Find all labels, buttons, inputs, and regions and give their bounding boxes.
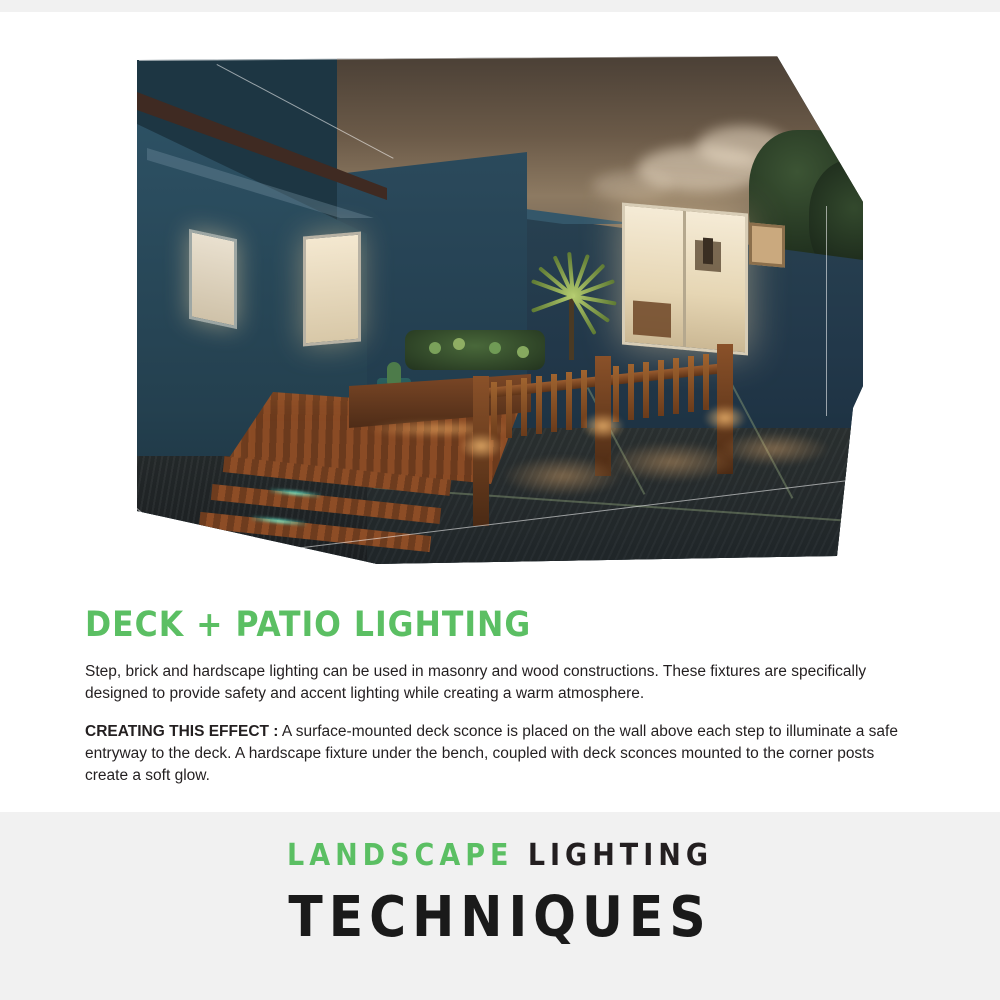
door-mullion (683, 211, 686, 347)
page-title: DECK + PATIO LIGHTING (85, 605, 532, 645)
railing-baluster (673, 358, 679, 414)
deck-sconce-glow (703, 404, 747, 432)
railing-baluster (506, 380, 512, 438)
footer-word-lighting: LIGHTING (527, 838, 713, 873)
effect-text: A surface-mounted deck sconce is placed on the wall above each step to illuminate a safe entryway to the deck. A hardscape fixture under the bench, coupled with deck sconces mounted to the corner posts create a soft glow. (85, 723, 898, 784)
railing-baluster (491, 382, 497, 440)
light-pool (607, 442, 737, 482)
railing-baluster (521, 378, 527, 436)
night-scene-render (137, 56, 863, 564)
railing-baluster (551, 374, 557, 432)
footer-title-line-2: TECHNIQUES (288, 885, 712, 950)
hero-illustration (137, 56, 863, 564)
effect-label: CREATING THIS EFFECT : (85, 723, 279, 740)
light-pool (719, 432, 829, 466)
railing-baluster (643, 362, 649, 418)
patio-sliding-door (622, 202, 748, 355)
deck-sconce-glow (581, 412, 625, 440)
railing-baluster (658, 360, 664, 416)
wall-sconce-icon (703, 238, 713, 265)
guide-line (826, 206, 827, 416)
light-pool (503, 456, 623, 496)
wall-artwork (749, 222, 785, 267)
deck-steps (185, 456, 485, 554)
cloud (592, 171, 672, 199)
railing-baluster (703, 354, 709, 410)
effect-paragraph (85, 721, 915, 787)
deck-sconce-glow (459, 432, 503, 460)
window-left (189, 229, 237, 329)
railing-baluster (628, 364, 634, 420)
shrub (429, 342, 441, 354)
shrub (453, 338, 465, 350)
footer-title-line-1 (0, 838, 1000, 873)
railing-baluster (566, 372, 572, 430)
railing-baluster (688, 356, 694, 412)
railing-baluster (536, 376, 542, 434)
interior-furniture (633, 300, 671, 337)
footer (0, 838, 1000, 950)
footer-word-landscape: LANDSCAPE (287, 838, 514, 873)
door-middle (303, 231, 361, 346)
text-content (85, 605, 915, 803)
description-paragraph: Step, brick and hardscape lighting can be used in masonry and wood constructions. These fixtures are specifically designed to provide safety and accent lighting while creating a warm atmosphere. (85, 663, 867, 702)
